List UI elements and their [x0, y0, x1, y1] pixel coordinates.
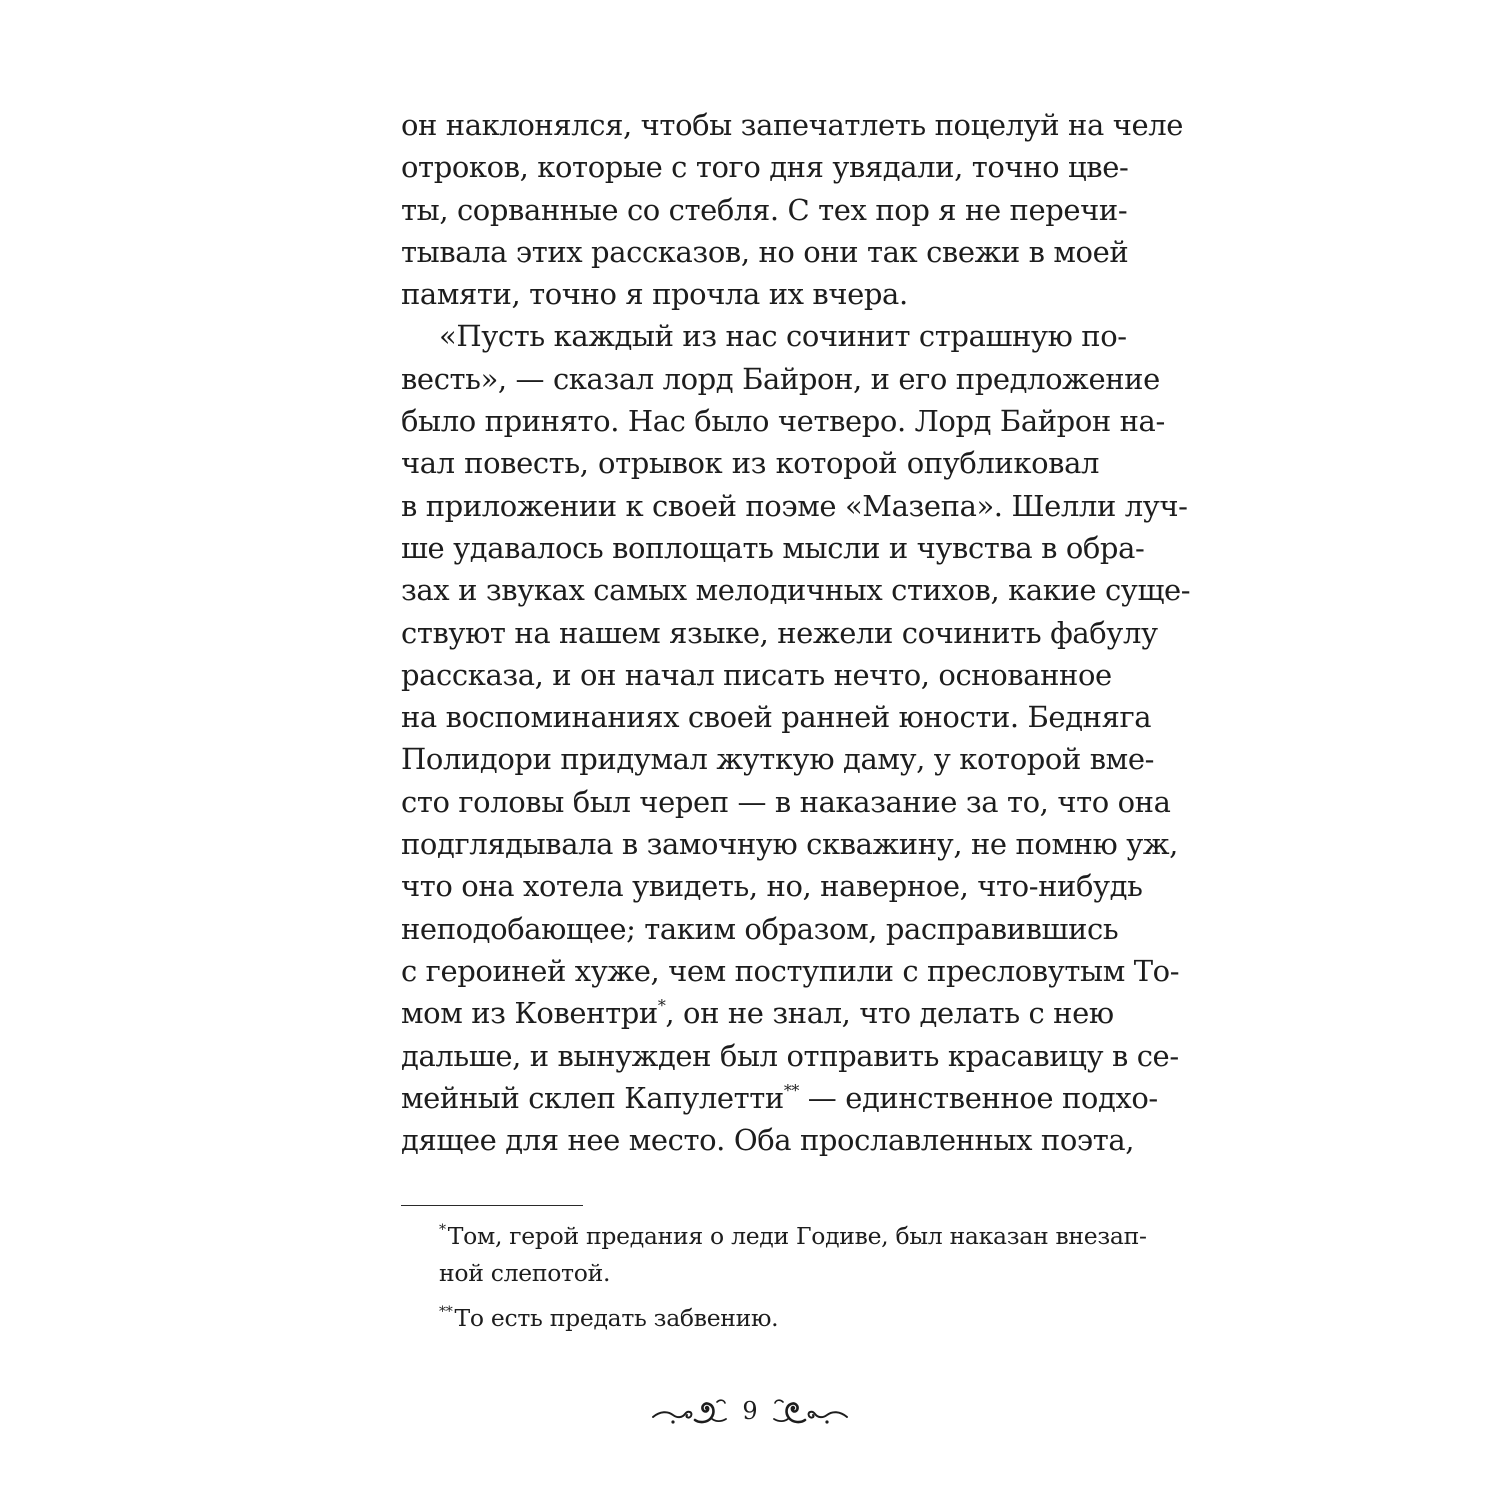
- footnote-text: То есть предать забвению.: [454, 1304, 779, 1332]
- text-fragment: , он не знал, что делать с нею: [665, 996, 1114, 1031]
- text-line: он наклонялся, чтобы запечатлеть поцелуй на челе: [401, 108, 1184, 142]
- text-line: что она хотела увидеть, но, наверное, что-нибудь: [401, 869, 1143, 904]
- text-line: рассказа, и он начал писать нечто, основанное: [401, 657, 1112, 692]
- footnote-mark: **: [783, 1080, 799, 1100]
- text-line: ты, сорванные со стебля. С тех пор я не перечи-: [401, 192, 1128, 227]
- text-line: ше удавалось воплощать мысли и чувства в обра-: [401, 530, 1145, 565]
- text-line: дальше, и вынужден был отправить красавицу в се-: [401, 1038, 1179, 1073]
- footnote-text: Том, герой предания о леди Годиве, был наказан внезап-: [447, 1222, 1147, 1250]
- footnote-line: [401, 1218, 1147, 1255]
- main-text: [401, 104, 1191, 1161]
- footnote-line: [401, 1300, 1099, 1337]
- text-fragment: мейный склеп Капулетти: [401, 1080, 784, 1115]
- flourish-right-icon: [771, 1394, 849, 1430]
- text-line: на воспоминаниях своей ранней юности. Бедняга: [401, 700, 1152, 735]
- footnote-divider: [401, 1205, 583, 1206]
- text-line: ствуют на нашем языке, нежели сочинить фабулу: [401, 615, 1158, 650]
- text-line: в приложении к своей поэме «Мазепа». Шелли луч-: [401, 488, 1188, 523]
- text-line: сто головы был череп — в наказание за то, что она: [401, 784, 1171, 819]
- footnote-mark: *: [657, 996, 666, 1016]
- text-line: «Пусть каждый из нас сочинит страшную по-: [439, 319, 1127, 354]
- text-line: дящее для нее место. Оба прославленных поэта,: [401, 1123, 1135, 1158]
- footnote-line: ной слепотой.: [439, 1259, 611, 1287]
- footnote-mark: **: [439, 1304, 453, 1321]
- footnote-spacer: [401, 1292, 1099, 1300]
- footnotes: [401, 1218, 1147, 1337]
- text-line: неподобающее; таким образом, расправившись: [401, 911, 1119, 946]
- text-line: [401, 992, 1114, 1034]
- text-line: подглядывала в замочную скважину, не помню уж,: [401, 827, 1178, 862]
- footnote-mark: *: [439, 1222, 446, 1239]
- text-line: Полидори придумал жуткую даму, у которой вме-: [401, 742, 1154, 777]
- text-line: было принято. Нас было четверо. Лорд Байрон на-: [401, 404, 1165, 439]
- flourish-left-icon: [651, 1394, 729, 1430]
- text-line: памяти, точно я прочла их вчера.: [401, 277, 908, 312]
- text-line: отроков, которые с того дня увядали, точно цве-: [401, 150, 1129, 185]
- text-line: с героиней хуже, чем поступили с пресловутым То-: [401, 953, 1180, 988]
- text-line: чал повесть, отрывок из которой опубликовал: [401, 446, 1099, 481]
- text-line: весть», — сказал лорд Байрон, и его предложение: [401, 361, 1160, 396]
- text-fragment: — единственное подхо-: [798, 1080, 1158, 1115]
- page-number: 9: [742, 1397, 758, 1425]
- text-line: зах и звуках самых мелодичных стихов, какие суще-: [401, 573, 1191, 608]
- text-fragment: мом из Ковентри: [401, 996, 658, 1031]
- page-footer: [0, 1394, 1500, 1434]
- text-line: тывала этих рассказов, но они так свежи в моей: [401, 234, 1129, 269]
- text-line: [401, 1077, 1158, 1119]
